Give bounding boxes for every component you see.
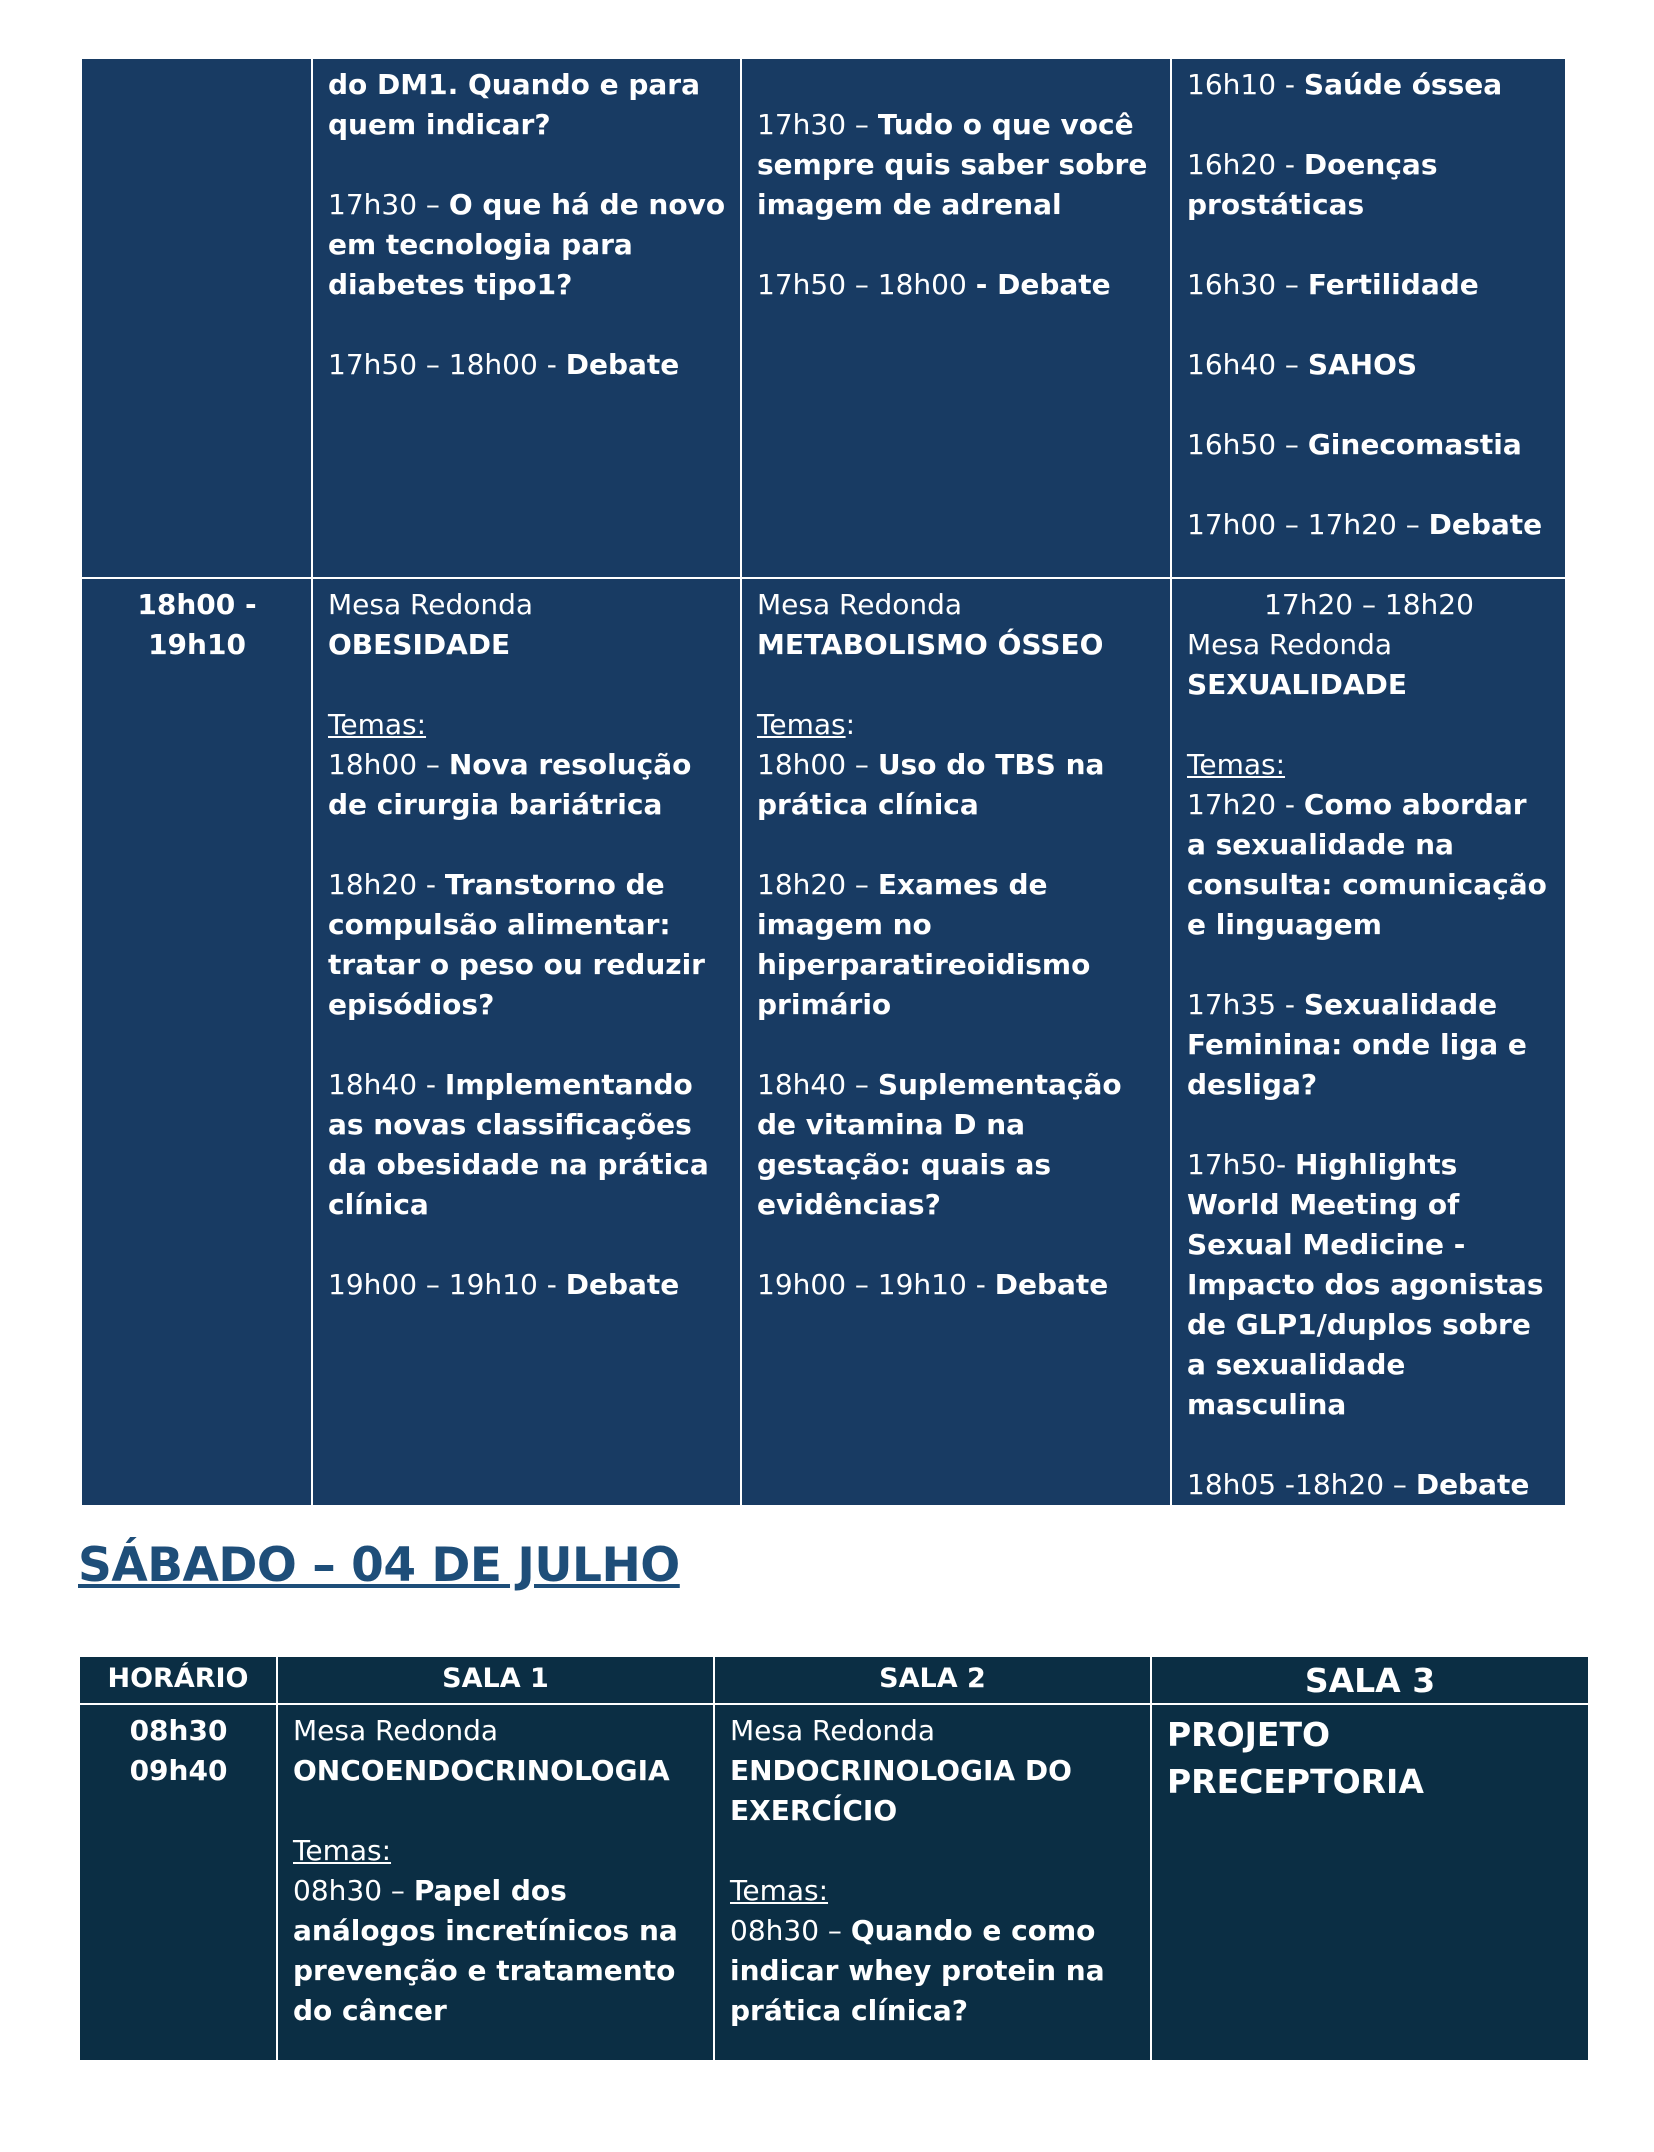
header-sala-3: SALA 3: [1151, 1656, 1589, 1704]
temas-label: Temas:: [293, 1834, 392, 1867]
session-type: Mesa Redonda: [293, 1714, 499, 1747]
topic-item: 16h20 - Doenças prostáticas: [1187, 148, 1438, 221]
session-type: Mesa Redonda: [730, 1714, 936, 1747]
topic-item: 18h20 - Transtorno de compulsão alimentar: tratar o peso ou reduzir episódios?: [328, 868, 705, 1021]
temas-label: Temas:: [730, 1874, 829, 1907]
topic-item: 08h30 – Papel dos análogos incretínicos na prevenção e tratamento do câncer: [293, 1874, 678, 2027]
table-row: [81, 578, 1566, 1506]
topic-time: 17h30 –: [757, 108, 869, 141]
time-cell: 18h00 - 19h10: [81, 578, 312, 1506]
topic-item: 16h10 - Saúde óssea: [1187, 68, 1503, 101]
session-type: Mesa Redonda: [757, 588, 963, 621]
session-title: METABOLISMO ÓSSEO: [757, 628, 1104, 661]
debate-item: 17h50 – 18h00 - Debate: [328, 348, 680, 381]
topic-title: Tudo o que você sempre quis saber sobre imagem de adrenal: [757, 108, 1148, 221]
topic-time: 17h30 –: [328, 188, 440, 221]
header-sala-2: SALA 2: [714, 1656, 1151, 1704]
topic-item: 16h30 – Fertilidade: [1187, 268, 1479, 301]
temas-label: Temas:: [1187, 748, 1286, 781]
sala3-cell: [1151, 1704, 1589, 2061]
sala2-cell: [741, 578, 1171, 1506]
debate-item: 18h05 -18h20 – Debate: [1187, 1468, 1530, 1501]
topic-title: O que há de novo em tecnologia para diabetes tipo1?: [328, 188, 726, 301]
day-heading: SÁBADO – 04 DE JULHO: [78, 1538, 680, 1593]
topic-item: [328, 185, 726, 305]
session-title: ONCOENDOCRINOLOGIA: [293, 1754, 670, 1787]
topic-item: 08h30 – Quando e como indicar whey protein na prática clínica?: [730, 1914, 1105, 2027]
table-row: [81, 58, 1566, 578]
header-sala-1: SALA 1: [277, 1656, 714, 1704]
sala1-cell: [312, 578, 741, 1506]
topic-item: 18h20 – Exames de imagem no hiperparatireoidismo primário: [757, 868, 1091, 1021]
temas-label: Temas:: [328, 708, 427, 741]
session-title: PROJETO PRECEPTORIA: [1167, 1715, 1424, 1801]
topic-continued: do DM1. Quando e para quem indicar?: [328, 68, 700, 141]
topic-item: 17h20 - Como abordar a sexualidade na consulta: comunicação e linguagem: [1187, 788, 1547, 941]
topic-item: 17h50- Highlights World Meeting of Sexual Medicine - Impacto dos agonistas de GLP1/duplos sobre a sexualidade masculina: [1187, 1148, 1544, 1421]
topic-item: 16h50 – Ginecomastia: [1187, 428, 1522, 461]
sala1-cell: [312, 58, 741, 578]
session-type: Mesa Redonda: [1187, 628, 1393, 661]
session-title: OBESIDADE: [328, 628, 511, 661]
debate-item: 19h00 – 19h10 - Debate: [328, 1268, 680, 1301]
schedule-table-saturday: [78, 1655, 1590, 2062]
sala2-cell: [714, 1704, 1151, 2061]
sala1-cell: [277, 1704, 714, 2061]
header-horario: HORÁRIO: [79, 1656, 277, 1704]
time-cell: [81, 58, 312, 578]
topic-item: [757, 105, 1156, 225]
table-row: [79, 1704, 1589, 2061]
session-type: Mesa Redonda: [328, 588, 534, 621]
sala3-cell: [1171, 58, 1566, 578]
topic-item: 18h40 – Suplementação de vitamina D na gestação: quais as evidências?: [757, 1068, 1122, 1221]
temas-label: Temas:: [757, 708, 856, 741]
time-cell: 08h30 09h40: [79, 1704, 277, 2061]
topic-item: 18h00 – Uso do TBS na prática clínica: [757, 748, 1105, 821]
sala3-cell: [1171, 578, 1566, 1506]
debate-item: 17h00 – 17h20 – Debate: [1187, 508, 1543, 541]
topic-item: 18h40 - Implementando as novas classificações da obesidade na prática clínica: [328, 1068, 709, 1221]
session-title: ENDOCRINOLOGIA DO EXERCÍCIO: [730, 1754, 1072, 1827]
debate-item: 19h00 – 19h10 - Debate: [757, 1268, 1109, 1301]
sala2-cell: [741, 58, 1171, 578]
session-title: SEXUALIDADE: [1187, 668, 1407, 701]
header-row: [79, 1656, 1589, 1704]
debate-item: 17h50 – 18h00 - Debate: [757, 268, 1111, 301]
topic-item: 17h35 - Sexualidade Feminina: onde liga e desliga?: [1187, 988, 1527, 1101]
topic-item: 18h00 – Nova resolução de cirurgia bariátrica: [328, 748, 692, 821]
session-time: 17h20 – 18h20: [1264, 588, 1474, 621]
topic-item: 16h40 – SAHOS: [1187, 348, 1418, 381]
schedule-table-friday: [80, 57, 1567, 1507]
